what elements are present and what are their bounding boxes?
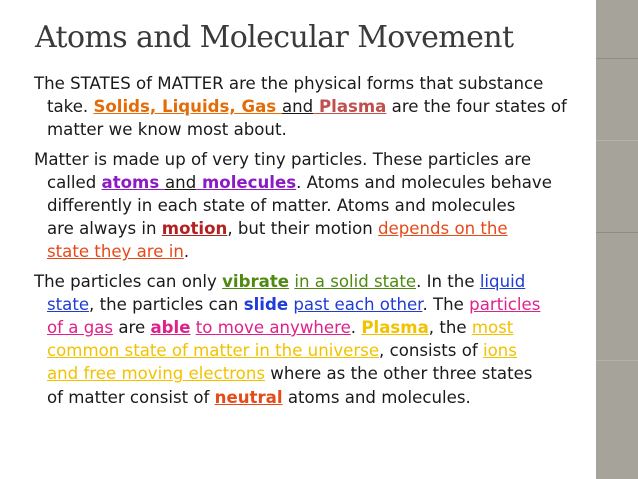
text-run: of matter consist of <box>47 387 215 407</box>
highlighted-term: ions <box>483 341 517 361</box>
text-run: The STATES of MATTER are the physical forms that substance <box>34 74 544 93</box>
text-run: . Atoms and molecules behave <box>296 172 552 192</box>
highlighted-term: able <box>150 318 191 338</box>
highlighted-term: most <box>471 318 514 338</box>
highlighted-term: state <box>47 294 90 314</box>
highlighted-term: neutral <box>214 387 283 407</box>
text-run: . In the <box>416 271 480 291</box>
paragraph <box>34 148 606 264</box>
text-line <box>34 217 606 240</box>
highlighted-term: motion <box>161 219 228 239</box>
paragraph <box>34 72 606 142</box>
text-run: differently in each state of matter. Atoms and molecules <box>47 196 516 216</box>
highlighted-term: depends on the <box>378 219 508 239</box>
highlighted-term: particles <box>469 294 541 314</box>
slide-body <box>34 72 606 415</box>
highlighted-term: Plasma <box>313 97 387 117</box>
highlighted-term: to move anywhere <box>195 318 351 338</box>
highlighted-term: molecules <box>196 172 297 192</box>
highlighted-term: and <box>281 97 314 117</box>
paragraph <box>34 270 606 409</box>
side-band-line <box>596 58 638 59</box>
text-line <box>34 118 606 141</box>
text-line <box>34 240 606 263</box>
highlighted-term: past each other <box>293 294 423 314</box>
text-line <box>34 362 606 385</box>
text-line <box>34 293 606 316</box>
text-line <box>34 148 606 171</box>
text-run: The particles can only <box>34 271 223 291</box>
text-line <box>34 339 606 362</box>
text-run: Matter is made up of very tiny particles. These particles are <box>34 149 532 169</box>
text-line <box>34 386 606 409</box>
highlighted-term: and free moving electrons <box>47 364 265 384</box>
text-run: , consists of <box>379 341 483 361</box>
text-line <box>34 171 606 194</box>
text-run: . The <box>422 294 470 314</box>
text-line <box>34 72 606 95</box>
text-run: are always in <box>47 219 162 239</box>
text-run: , but their motion <box>227 219 379 239</box>
text-line <box>34 270 606 293</box>
text-run: . <box>350 318 362 338</box>
highlighted-term: and <box>165 172 197 192</box>
text-run: matter we know most about. <box>47 120 287 140</box>
text-run: called <box>47 172 102 192</box>
highlighted-term: Solids, Liquids, Gas <box>93 97 282 117</box>
text-run: , the <box>428 318 472 338</box>
text-line <box>34 194 606 217</box>
text-run: atoms and molecules. <box>282 387 471 407</box>
highlighted-term: liquid <box>479 271 526 291</box>
highlighted-term: vibrate <box>222 271 290 291</box>
text-line <box>34 316 606 339</box>
text-line <box>34 95 606 118</box>
highlighted-term: atoms <box>101 172 166 192</box>
text-run: where as the other three states <box>265 364 533 384</box>
highlighted-term: of a gas <box>47 318 114 338</box>
text-run: . <box>183 242 190 262</box>
highlighted-term: common state of matter in the universe <box>47 341 380 361</box>
highlighted-term: Plasma <box>361 318 429 338</box>
text-run: take. <box>47 97 94 117</box>
text-run: are the four states of <box>386 97 567 117</box>
highlighted-term: in a solid state <box>294 271 417 291</box>
slide-title: Atoms and Molecular Movement <box>35 20 514 55</box>
highlighted-term: slide <box>243 294 289 314</box>
highlighted-term: state they are in <box>47 242 184 262</box>
text-run: , the particles can <box>89 294 244 314</box>
text-run: are <box>113 318 151 338</box>
